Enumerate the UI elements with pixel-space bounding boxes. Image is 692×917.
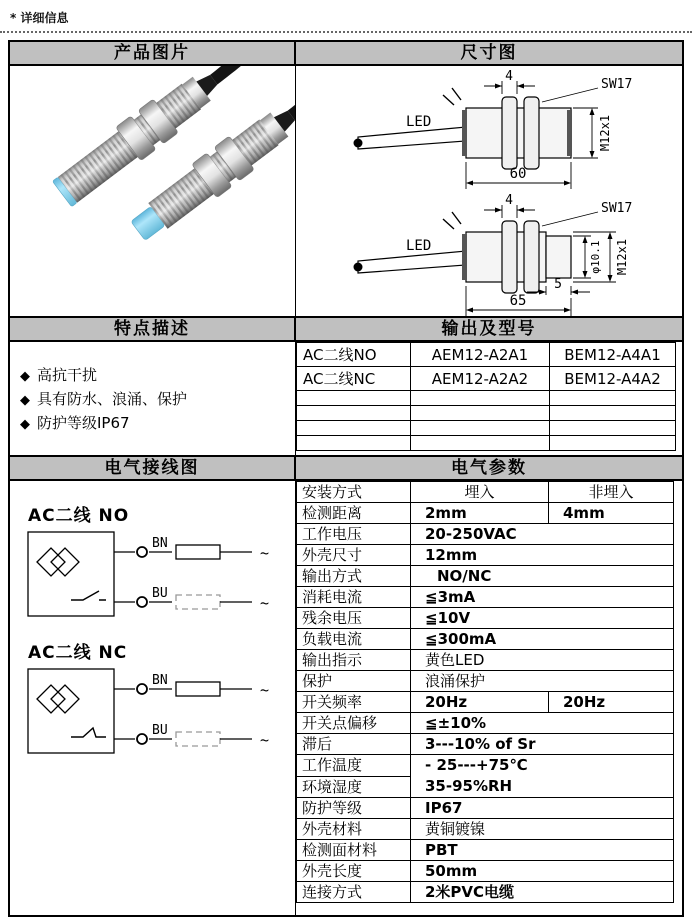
wire-bn-label: BN [152, 673, 168, 688]
wiring-diagram-nc [20, 663, 286, 759]
page-note: * 详细信息 [10, 11, 69, 25]
param-value: 黄铜镀镍 [411, 819, 674, 840]
param-value: 20Hz [549, 692, 674, 713]
thread-label: M12x1 [615, 238, 629, 276]
head-5-label: 5 [554, 277, 562, 292]
param-label: 工作温度 [297, 755, 411, 777]
model-number: BEM12-A4A2 [550, 367, 676, 391]
model-number: AEM12-A2A1 [411, 343, 550, 367]
section-title-params: 电气参数 [451, 458, 527, 478]
param-label: 输出指示 [297, 650, 411, 671]
param-row [297, 840, 674, 861]
param-label: 防护等级 [297, 798, 411, 819]
content-row-photo-dims [10, 66, 682, 316]
model-row-empty [297, 406, 676, 421]
cable-end-dot [354, 139, 363, 148]
param-row [297, 861, 674, 882]
section-title-product-image: 产品图片 [10, 42, 296, 64]
content-row-features-models [10, 342, 682, 455]
param-value: 非埋入 [549, 482, 674, 503]
param-label: 外壳长度 [297, 861, 411, 882]
led-label: LED [406, 114, 432, 130]
feature-item [20, 388, 295, 412]
param-value: 50mm [411, 861, 674, 882]
param-value: ≦±10% [411, 713, 674, 734]
ac-symbol: ~ [260, 544, 270, 562]
dimension-diagrams-cell [296, 66, 682, 316]
length-65-label: 65 [509, 293, 527, 309]
model-row [297, 343, 676, 367]
model-row-empty [297, 436, 676, 451]
param-row [297, 713, 674, 734]
param-row [297, 524, 674, 545]
param-value: PBT [411, 840, 674, 861]
ac-symbol: ~ [260, 681, 270, 699]
sensor-non-flush [125, 66, 296, 248]
header-row-2 [10, 316, 682, 342]
param-label: 检测面材料 [297, 840, 411, 861]
models-cell [296, 342, 682, 455]
param-label: 负载电流 [297, 629, 411, 650]
param-label: 检测距离 [297, 503, 411, 524]
param-label: 滞后 [297, 734, 411, 755]
param-row [297, 650, 674, 671]
param-row [297, 608, 674, 629]
param-label: 安装方式 [297, 482, 411, 503]
params-table [296, 481, 674, 903]
product-photo [10, 66, 296, 316]
features-cell [10, 342, 296, 455]
model-output-type: AC二线NO [297, 343, 411, 367]
length-60-label: 60 [509, 166, 527, 182]
models-table [296, 342, 676, 451]
feature-text: 具有防水、浪涌、保护 [37, 390, 188, 408]
param-label: 消耗电流 [297, 587, 411, 608]
param-value-merged [411, 755, 674, 798]
section-title-models: 输出及型号 [441, 319, 537, 339]
feature-text: 高抗干扰 [37, 366, 98, 384]
param-label: 环境湿度 [297, 776, 411, 798]
model-row-empty [297, 421, 676, 436]
param-row [297, 734, 674, 755]
param-value: 埋入 [411, 482, 549, 503]
ac-symbol: ~ [260, 594, 270, 612]
param-value: ≦3mA [411, 587, 674, 608]
param-row [297, 798, 674, 819]
param-row [297, 692, 674, 713]
dimension-drawing-non-flush [296, 194, 681, 316]
diamond-bullet-icon: ◆ [20, 393, 30, 408]
param-value: 12mm [411, 545, 674, 566]
param-row [297, 671, 674, 692]
ac-symbol: ~ [260, 731, 270, 749]
dim-4-label: 4 [505, 70, 513, 84]
model-row-empty [297, 391, 676, 406]
header-row-1 [10, 42, 682, 66]
model-output-type: AC二线NC [297, 367, 411, 391]
param-label: 开关频率 [297, 692, 411, 713]
param-label: 外壳材料 [297, 819, 411, 840]
param-row [297, 503, 674, 524]
param-value: 3---10% of Sr [411, 734, 674, 755]
param-label: 外壳尺寸 [297, 545, 411, 566]
section-title-wiring: 电气接线图 [10, 457, 296, 479]
param-label: 工作电压 [297, 524, 411, 545]
dimension-drawing-flush [296, 70, 681, 194]
spec-sheet-table [8, 40, 684, 917]
param-value: 35-95%RH [425, 777, 513, 795]
model-number: BEM12-A4A1 [550, 343, 676, 367]
feature-item [20, 364, 295, 388]
param-label: 开关点偏移 [297, 713, 411, 734]
wire-bn-label: BN [152, 536, 168, 551]
param-row [297, 755, 674, 777]
header-row-3 [10, 455, 682, 481]
param-value: ≦10V [411, 608, 674, 629]
param-value: IP67 [411, 798, 674, 819]
param-value: 4mm [549, 503, 674, 524]
param-row [297, 545, 674, 566]
divider-dotted [0, 31, 692, 33]
param-value: NO/NC [411, 566, 674, 587]
param-value: 20-250VAC [411, 524, 674, 545]
param-row [297, 882, 674, 903]
params-cell [296, 481, 682, 915]
param-value: 2米PVC电缆 [411, 882, 674, 903]
diamond-bullet-icon: ◆ [20, 369, 30, 384]
param-row [297, 482, 674, 503]
wire-bu-label: BU [152, 723, 168, 738]
param-value: - 25---+75℃ [425, 756, 528, 774]
param-row [297, 587, 674, 608]
wiring-nc-title: AC二线 NC [28, 643, 128, 663]
param-value: ≦300mA [411, 629, 674, 650]
section-title-dimension-diagram: 尺寸图 [460, 43, 518, 63]
param-label: 保护 [297, 671, 411, 692]
thread-label: M12x1 [598, 114, 612, 152]
content-row-wiring-params [10, 481, 682, 915]
param-row [297, 566, 674, 587]
param-value: 2mm [411, 503, 549, 524]
wiring-no-title: AC二线 NO [28, 506, 130, 526]
wire-bu-label: BU [152, 586, 168, 601]
feature-item [20, 412, 295, 436]
dim-4-label: 4 [505, 194, 513, 208]
led-label: LED [406, 238, 432, 254]
section-title-features: 特点描述 [10, 318, 296, 340]
param-value: 浪涌保护 [411, 671, 674, 692]
wiring-diagram-no [20, 526, 286, 622]
sw17-label: SW17 [601, 201, 633, 216]
diamond-bullet-icon: ◆ [20, 417, 30, 432]
diameter-label: φ10.1 [589, 240, 602, 274]
sw17-label: SW17 [601, 77, 633, 92]
param-label: 输出方式 [297, 566, 411, 587]
param-label: 残余电压 [297, 608, 411, 629]
param-row [297, 629, 674, 650]
param-label: 连接方式 [297, 882, 411, 903]
param-value: 黄色LED [411, 650, 674, 671]
param-value: 20Hz [411, 692, 549, 713]
model-number: AEM12-A2A2 [411, 367, 550, 391]
wiring-cell [10, 481, 296, 915]
product-photo-cell [10, 66, 296, 316]
param-row [297, 819, 674, 840]
model-row [297, 367, 676, 391]
feature-text: 防护等级IP67 [37, 414, 130, 432]
